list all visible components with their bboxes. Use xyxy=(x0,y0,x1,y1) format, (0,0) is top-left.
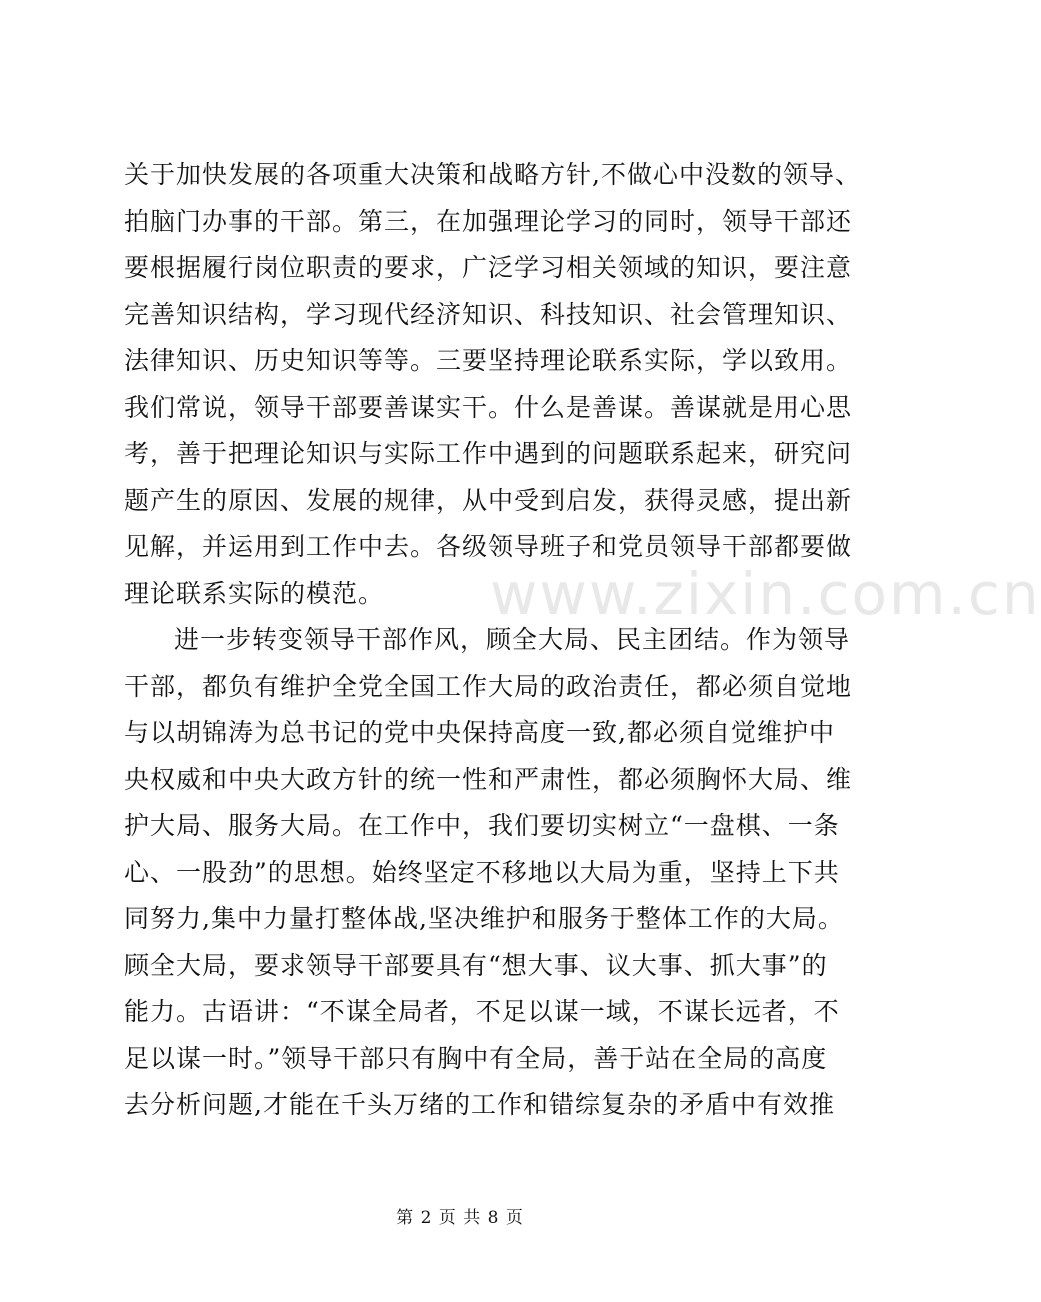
text-line: 去分析问题,才能在千头万绪的工作和错综复杂的矛盾中有效推 xyxy=(124,1090,835,1119)
text-line: 顾全大局，要求领导干部要具有“想大事、议大事、抓大事”的 xyxy=(124,950,828,980)
text-line: 进一步转变领导干部作风，顾全大局、民主团结。作为领导 xyxy=(174,625,851,654)
body-text xyxy=(124,152,861,1129)
text-line: 足以谋一时。”领导干部只有胸中有全局，善于站在全局的高度 xyxy=(124,1043,828,1073)
text-line: 题产生的原因、发展的规律，从中受到启发，获得灵感，提出新 xyxy=(124,485,853,515)
text-line: 考，善于把理论知识与实际工作中遇到的问题联系起来，研究问 xyxy=(124,439,853,468)
text-line: 与以胡锦涛为总书记的党中央保持高度一致,都必须自觉维护中 xyxy=(124,718,835,747)
text-line: 理论联系实际的模范。 xyxy=(124,578,385,608)
text-line: 法律知识、历史知识等等。三要坚持理论联系实际，学以致用。 xyxy=(124,346,853,375)
text-line: 能力。古语讲：“不谋全局者，不足以谋一域，不谋长远者，不 xyxy=(124,997,840,1026)
text-line: 拍脑门办事的干部。第三，在加强理论学习的同时，领导干部还 xyxy=(124,206,853,236)
text-line: 干部，都负有维护全党全国工作大局的政治责任，都必须自觉地 xyxy=(124,671,853,701)
page-footer: 第 2 页 共 8 页 xyxy=(396,1208,524,1228)
text-line: 见解，并运用到工作中去。各级领导班子和党员领导干部都要做 xyxy=(124,532,853,561)
text-line: 要根据履行岗位职责的要求，广泛学习相关领域的知识，要注意 xyxy=(124,253,853,282)
text-line: 关于加快发展的各项重大决策和战略方针,不做心中没数的领导、 xyxy=(124,160,861,189)
text-line: 央权威和中央大政方针的统一性和严肃性，都必须胸怀大局、维 xyxy=(124,764,853,794)
watermark: www.zixin.com.cn xyxy=(490,560,1041,628)
text-line: 我们常说，领导干部要善谋实干。什么是善谋。善谋就是用心思 xyxy=(124,392,853,422)
text-line: 护大局、服务大局。在工作中，我们要切实树立“一盘棋、一条 xyxy=(124,811,840,840)
text-line: 心、一股劲”的思想。始终坚定不移地以大局为重，坚持上下共 xyxy=(124,857,840,887)
text-line: 完善知识结构，学习现代经济知识、科技知识、社会管理知识、 xyxy=(124,299,853,329)
text-line: 同努力,集中力量打整体战,坚决维护和服务于整体工作的大局。 xyxy=(124,904,844,933)
